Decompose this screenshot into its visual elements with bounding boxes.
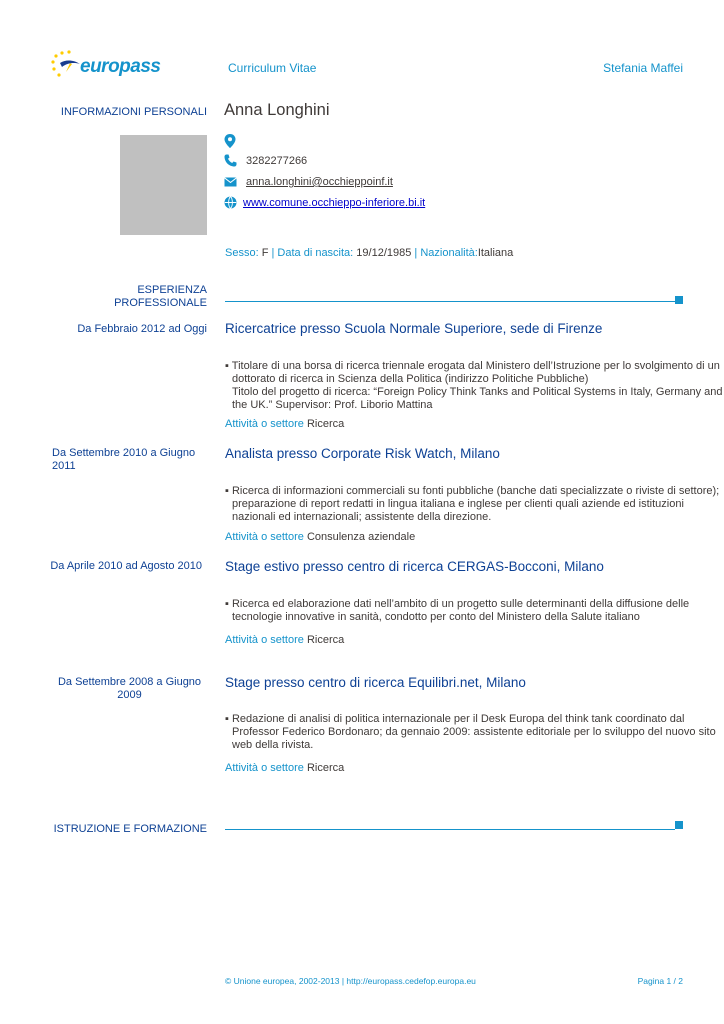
- europass-logo: [50, 50, 161, 82]
- nationality-value: Italiana: [477, 247, 514, 259]
- exp1-desc-line: Titolo del progetto di ricerca: “Foreign Policy Think Tanks and Political Systems in Italy, Germany and: [232, 386, 723, 398]
- website-link[interactable]: www.comune.occhieppo-inferiore.bi.it: [243, 197, 426, 209]
- exp2-desc-line: nazionali ed internazionali; assistente della direzione.: [232, 511, 492, 523]
- sector-value: Consulenza aziendale: [306, 531, 416, 543]
- exp4-date-line: 2009: [117, 689, 142, 701]
- exp1-description: [225, 360, 723, 412]
- birth-label: | Data di nascita:: [271, 247, 354, 259]
- person-name: Anna Longhini: [224, 101, 330, 119]
- exp4-desc-line: Professor Federico Bordonaro; da gennaio 2009: assistente editoriale per lo sviluppo del nuovo sito: [232, 726, 716, 738]
- exp1-desc-line: dottorato di ricerca in Scienza della Politica (indirizzo Politiche Pubbliche): [232, 373, 589, 385]
- email-link[interactable]: anna.longhini@occhieppoinf.it: [246, 176, 393, 188]
- photo-placeholder: [120, 135, 207, 235]
- sex-value: F: [261, 247, 269, 259]
- header-name: Stefania Maffei: [603, 61, 683, 75]
- birth-value: 19/12/1985: [356, 247, 412, 259]
- sector-value: Ricerca: [306, 634, 345, 646]
- exp2-date-line: Da Settembre 2010 a Giugno: [52, 447, 196, 459]
- exp1-sector: [225, 418, 344, 431]
- exp3-desc-line: tecnologie innovative in sanità, condotto per conto del Ministero della Salute italiano: [232, 611, 640, 623]
- exp3-desc-line: ▪ Ricerca ed elaborazione dati nell’ambito di un progetto sulle determinanti della diffusione delle: [225, 598, 690, 610]
- footer-page-number: Pagina 1 / 2: [637, 976, 683, 986]
- website-icon: [224, 196, 237, 209]
- exp3-date: Da Aprile 2010 ad Agosto 2010: [50, 560, 202, 572]
- exp2-title: Analista presso Corporate Risk Watch, Milano: [225, 446, 500, 461]
- sex-label: Sesso:: [225, 247, 259, 259]
- personal-details-line: [225, 247, 513, 260]
- sector-label: Attività o settore: [225, 762, 304, 774]
- exp2-sector: [225, 531, 415, 544]
- exp3-sector: [225, 634, 344, 647]
- exp2-date-line: 2011: [52, 460, 76, 472]
- logo-text: europass: [80, 56, 161, 77]
- experience-section-label: [40, 284, 207, 310]
- email-icon: [224, 177, 237, 187]
- personal-section-label: INFORMAZIONI PERSONALI: [60, 106, 207, 118]
- education-divider-marker: [675, 821, 683, 829]
- exp1-desc-line: the UK.” Supervisor: Prof. Liborio Mattina: [232, 399, 433, 411]
- exp2-description: [225, 485, 720, 524]
- experience-divider: [225, 301, 675, 302]
- experience-label-line-2: PROFESSIONALE: [114, 297, 207, 309]
- experience-label-line-1: ESPERIENZA: [137, 284, 207, 296]
- exp2-desc-line: preparazione di report redatti in lingua italiana e inglese per clienti quali aziende ed istituzioni: [232, 498, 684, 510]
- exp4-description: [225, 713, 716, 752]
- exp3-title: Stage estivo presso centro di ricerca CERGAS-Bocconi, Milano: [225, 559, 604, 574]
- exp4-desc-line: ▪ Redazione di analisi di politica internazionale per il Desk Europa del think tank coordinato dal: [225, 713, 685, 725]
- exp4-sector: [225, 762, 344, 775]
- sector-label: Attività o settore: [225, 418, 304, 430]
- exp2-desc-line: ▪ Ricerca di informazioni commerciali su fonti pubbliche (banche dati specializzate o riviste di settore);: [225, 485, 720, 497]
- exp4-desc-line: web della rivista.: [232, 739, 314, 751]
- nationality-label: | Nazionalità:: [414, 247, 478, 259]
- exp3-description: [225, 598, 695, 624]
- exp1-title: Ricercatrice presso Scuola Normale Superiore, sede di Firenze: [225, 321, 603, 336]
- experience-divider-marker: [675, 296, 683, 304]
- exp1-date: Da Febbraio 2012 ad Oggi: [77, 323, 207, 335]
- exp4-title: Stage presso centro di ricerca Equilibri.net, Milano: [225, 675, 526, 690]
- exp4-date: [52, 676, 207, 702]
- sector-value: Ricerca: [306, 418, 345, 430]
- footer-copyright: © Unione europea, 2002-2013 | http://europass.cedefop.europa.eu: [225, 976, 476, 986]
- phone-icon: [224, 154, 237, 167]
- location-pin-icon: [224, 134, 236, 148]
- exp2-date: [52, 447, 207, 473]
- sector-label: Attività o settore: [225, 531, 304, 543]
- exp4-date-line: Da Settembre 2008 a Giugno: [57, 676, 202, 688]
- phone-value: 3282277266: [246, 155, 308, 167]
- sector-label: Attività o settore: [225, 634, 304, 646]
- exp1-desc-line: ▪ Titolare di una borsa di ricerca triennale erogata dal Ministero dell’Istruzione per lo svolgimento di un: [225, 360, 720, 372]
- education-section-label: ISTRUZIONE E FORMAZIONE: [53, 823, 207, 835]
- sector-value: Ricerca: [306, 762, 345, 774]
- education-divider: [225, 829, 675, 830]
- doc-title: Curriculum Vitae: [228, 61, 317, 75]
